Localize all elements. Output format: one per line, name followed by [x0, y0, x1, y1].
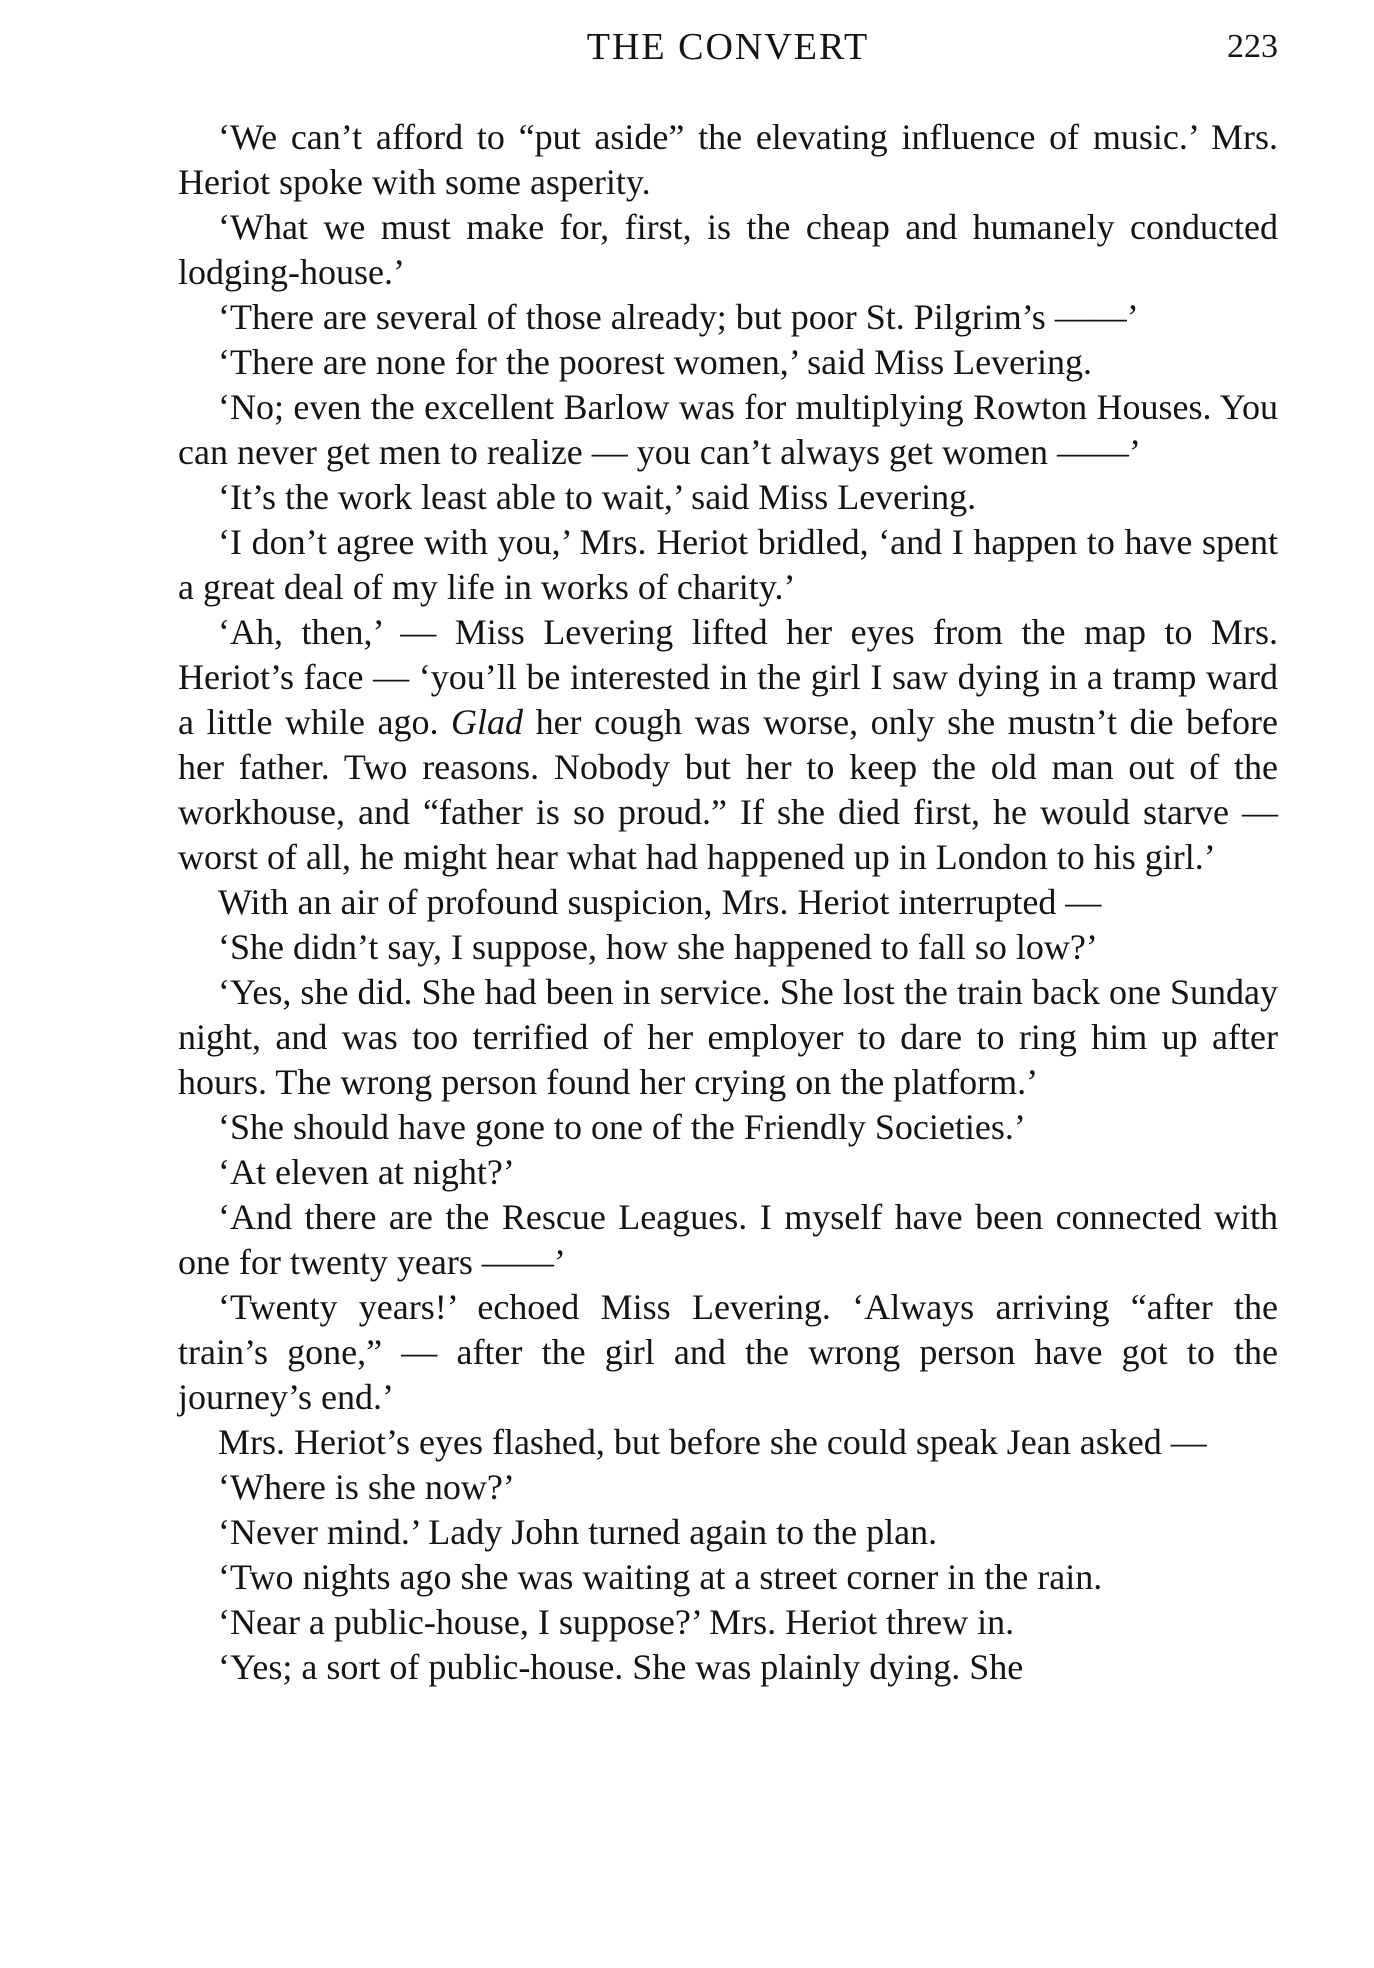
paragraph: ‘No; even the excellent Barlow was for multiplying Rowton Houses. You can never get men to realize — you can’t always get women ——’ [178, 387, 1278, 472]
paragraph: ‘She should have gone to one of the Friendly Societies.’ [218, 1107, 1026, 1147]
paragraph: ‘Where is she now?’ [218, 1467, 515, 1507]
paragraph: ‘Near a public-house, I suppose?’ Mrs. Heriot threw in. [218, 1602, 1015, 1642]
paragraph: ‘What we must make for, first, is the cheap and humanely conducted lodging-house.’ [178, 207, 1278, 292]
paragraph: ‘Ah, then,’ — Miss Levering lifted her eyes from the map to Mrs. Heriot’s face — ‘you’ll be interested in the girl I saw dying in a tramp ward a little while ago. Glad her cough was worse, only she mustn’t die before her father. Two reasons. Nobody but her to keep the old man out of the workhouse, and “father is so proud.” If she died first, he would starve — worst of all, he might hear what had happened up in London to his girl.’ [178, 612, 1278, 877]
paragraph: ‘Never mind.’ Lady John turned again to the plan. [218, 1512, 938, 1552]
paragraph: ‘She didn’t say, I suppose, how she happened to fall so low?’ [218, 927, 1098, 967]
paragraph: ‘I don’t agree with you,’ Mrs. Heriot bridled, ‘and I happen to have spent a great deal of my life in works of charity.’ [178, 522, 1278, 607]
paragraph: ‘It’s the work least able to wait,’ said Miss Levering. [218, 477, 977, 517]
paragraph: ‘There are none for the poorest women,’ said Miss Levering. [218, 342, 1093, 382]
paragraph: ‘Two nights ago she was waiting at a street corner in the rain. [218, 1557, 1103, 1597]
paragraph: ‘We can’t afford to “put aside” the elevating influence of music.’ Mrs. Heriot spoke with some asperity. [178, 117, 1278, 202]
page-number: 223 [1227, 28, 1278, 65]
paragraph: ‘Yes; a sort of public-house. She was plainly dying. She [218, 1647, 1024, 1687]
paragraph: ‘Yes, she did. She had been in service. She lost the train back one Sunday night, and was too terrified of her employer to dare to ring him up after hours. The wrong person found her crying on the platform.’ [178, 972, 1278, 1102]
paragraph: ‘At eleven at night?’ [218, 1152, 515, 1192]
emphasis: Glad [451, 702, 524, 742]
paragraph: ‘Twenty years!’ echoed Miss Levering. ‘Always arriving “after the train’s gone,” — after the girl and the wrong person have got to the journey’s end.’ [178, 1287, 1278, 1417]
running-title: THE CONVERT [586, 26, 870, 68]
paragraph: Mrs. Heriot’s eyes flashed, but before she could speak Jean asked — [218, 1422, 1207, 1462]
paragraph: ‘There are several of those already; but poor St. Pilgrim’s ——’ [218, 297, 1139, 337]
running-head [178, 22, 1278, 72]
paragraph: ‘And there are the Rescue Leagues. I myself have been connected with one for twenty years ——’ [178, 1197, 1278, 1282]
body-text [178, 115, 1278, 1690]
paragraph: With an air of profound suspicion, Mrs. Heriot interrupted — [218, 882, 1102, 922]
